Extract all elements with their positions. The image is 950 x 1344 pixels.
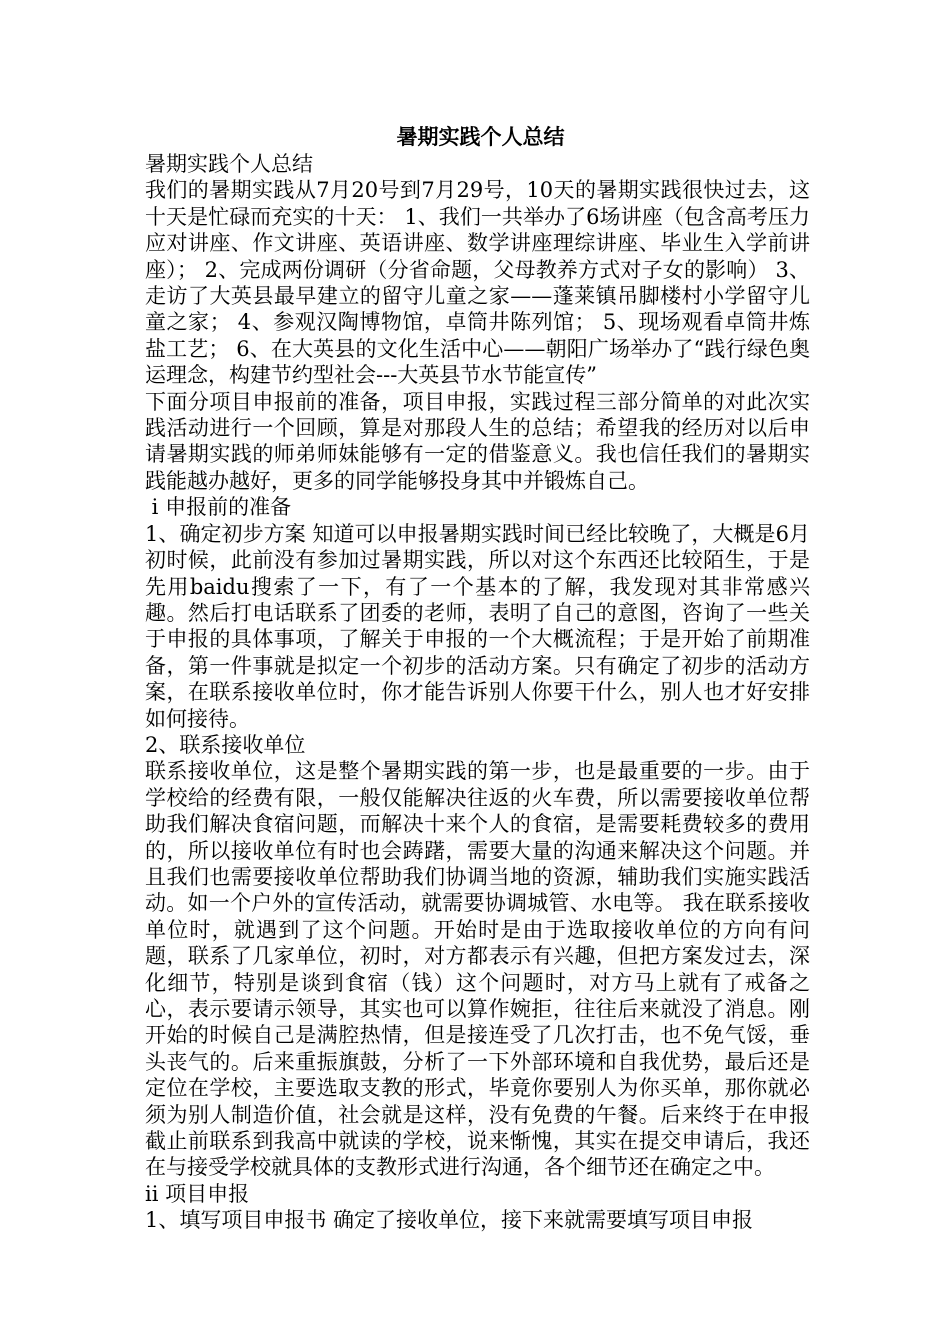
document-subtitle: 暑期实践个人总结 (145, 152, 313, 176)
section-heading-application: ii 项目申报 (145, 1181, 250, 1206)
application-paragraph: 1、填写项目申报书 确定了接收单位，接下来就需要填写项目申报 (145, 1208, 754, 1233)
section-heading-preparation: i 申报前的准备 (145, 495, 292, 520)
overview-paragraph: 下面分项目申报前的准备，项目申报，实践过程三部分简单的对此次实践活动进行一个回顾，算是对那段人生的总结；希望我的经历对以后申请暑期实践的师弟师妹能够有一定的借鉴意义。我也信任我们的暑期实践能越办越好，更多的同学能够投身其中并锻炼自己。 (145, 389, 810, 493)
preparation-paragraph-plan: 1、确定初步方案 知道可以申报暑期实践时间已经比较晚了，大概是6月初时候，此前没有参加过暑期实践，所以对这个东西还比较陌生，于是先用baidu搜索了一下，有了一个基本的了解，我发现对其非常感兴趣。然后打电话联系了团委的老师，表明了自己的意图，咨询了一些关于申报的具体事项，了解关于申报的一个大概流程；于是开始了前期准备，第一件事就是拟定一个初步的活动方案。只有确定了初步的活动方案，在联系接收单位时，你才能告诉别人你要干什么，别人也才好安排如何接待。 (145, 521, 810, 731)
intro-paragraph: 我们的暑期实践从7月20号到7月29号，10天的暑期实践很快过去，这十天是忙碌而充实的十天： 1、我们一共举办了6场讲座（包含高考压力应对讲座、作文讲座、英语讲座、数学讲座理综讲座、毕业生入学前讲座）； 2、完成两份调研（分省命题，父母教养方式对子女的影响） 3、走访了大英县最早建立的留守儿童之家——蓬莱镇吊脚楼村小学留守儿童之家； 4、参观汉陶博物馆，卓筒井陈列馆； 5、现场观看卓筒井炼盐工艺； 6、在大英县的文化生活中心——朝阳广场举办了“践行绿色奥运理念，构建节约型社会---大英县节水节能宣传” (145, 178, 810, 388)
contact-paragraph: 联系接收单位，这是整个暑期实践的第一步，也是最重要的一步。由于学校给的经费有限，一般仅能解决往返的火车费，所以需要接收单位帮助我们解决食宿问题，而解决十来个人的食宿，是需要耗费较多的费用的，所以接收单位有时也会踌躇，需要大量的沟通来解决这个问题。并且我们也需要接收单位帮助我们协调当地的资源，辅助我们实施实践活动。如一个户外的宣传活动，就需要协调城管、水电等。 我在联系接收单位时，就遇到了这个问题。开始时是由于选取接收单位的方向有问题，联系了几家单位，初时，对方都表示有兴趣，但把方案发过去，深化细节，特别是谈到食宿（钱）这个问题时，对方马上就有了戒备之心，表示要请示领导，其实也可以算作婉拒，往往后来就没了消息。刚开始的时候自己是满腔热情，但是接连受了几次打击，也不免气馁，垂头丧气的。后来重振旗鼓，分析了一下外部环境和自我优势，最后还是定位在学校，主要选取支教的形式，毕竟你要别人为你买单，那你就必须为别人制造价值，社会就是这样，没有免费的午餐。后来终于在申报截止前联系到我高中就读的学校，说来惭愧，其实在提交申请后，我还在与接受学校就具体的支教形式进行沟通，各个细节还在确定之中。 (145, 759, 810, 1180)
subsection-heading-contact: 2、联系接收单位 (145, 732, 306, 757)
document-page (145, 123, 810, 1234)
document-title: 暑期实践个人总结 (396, 124, 565, 149)
